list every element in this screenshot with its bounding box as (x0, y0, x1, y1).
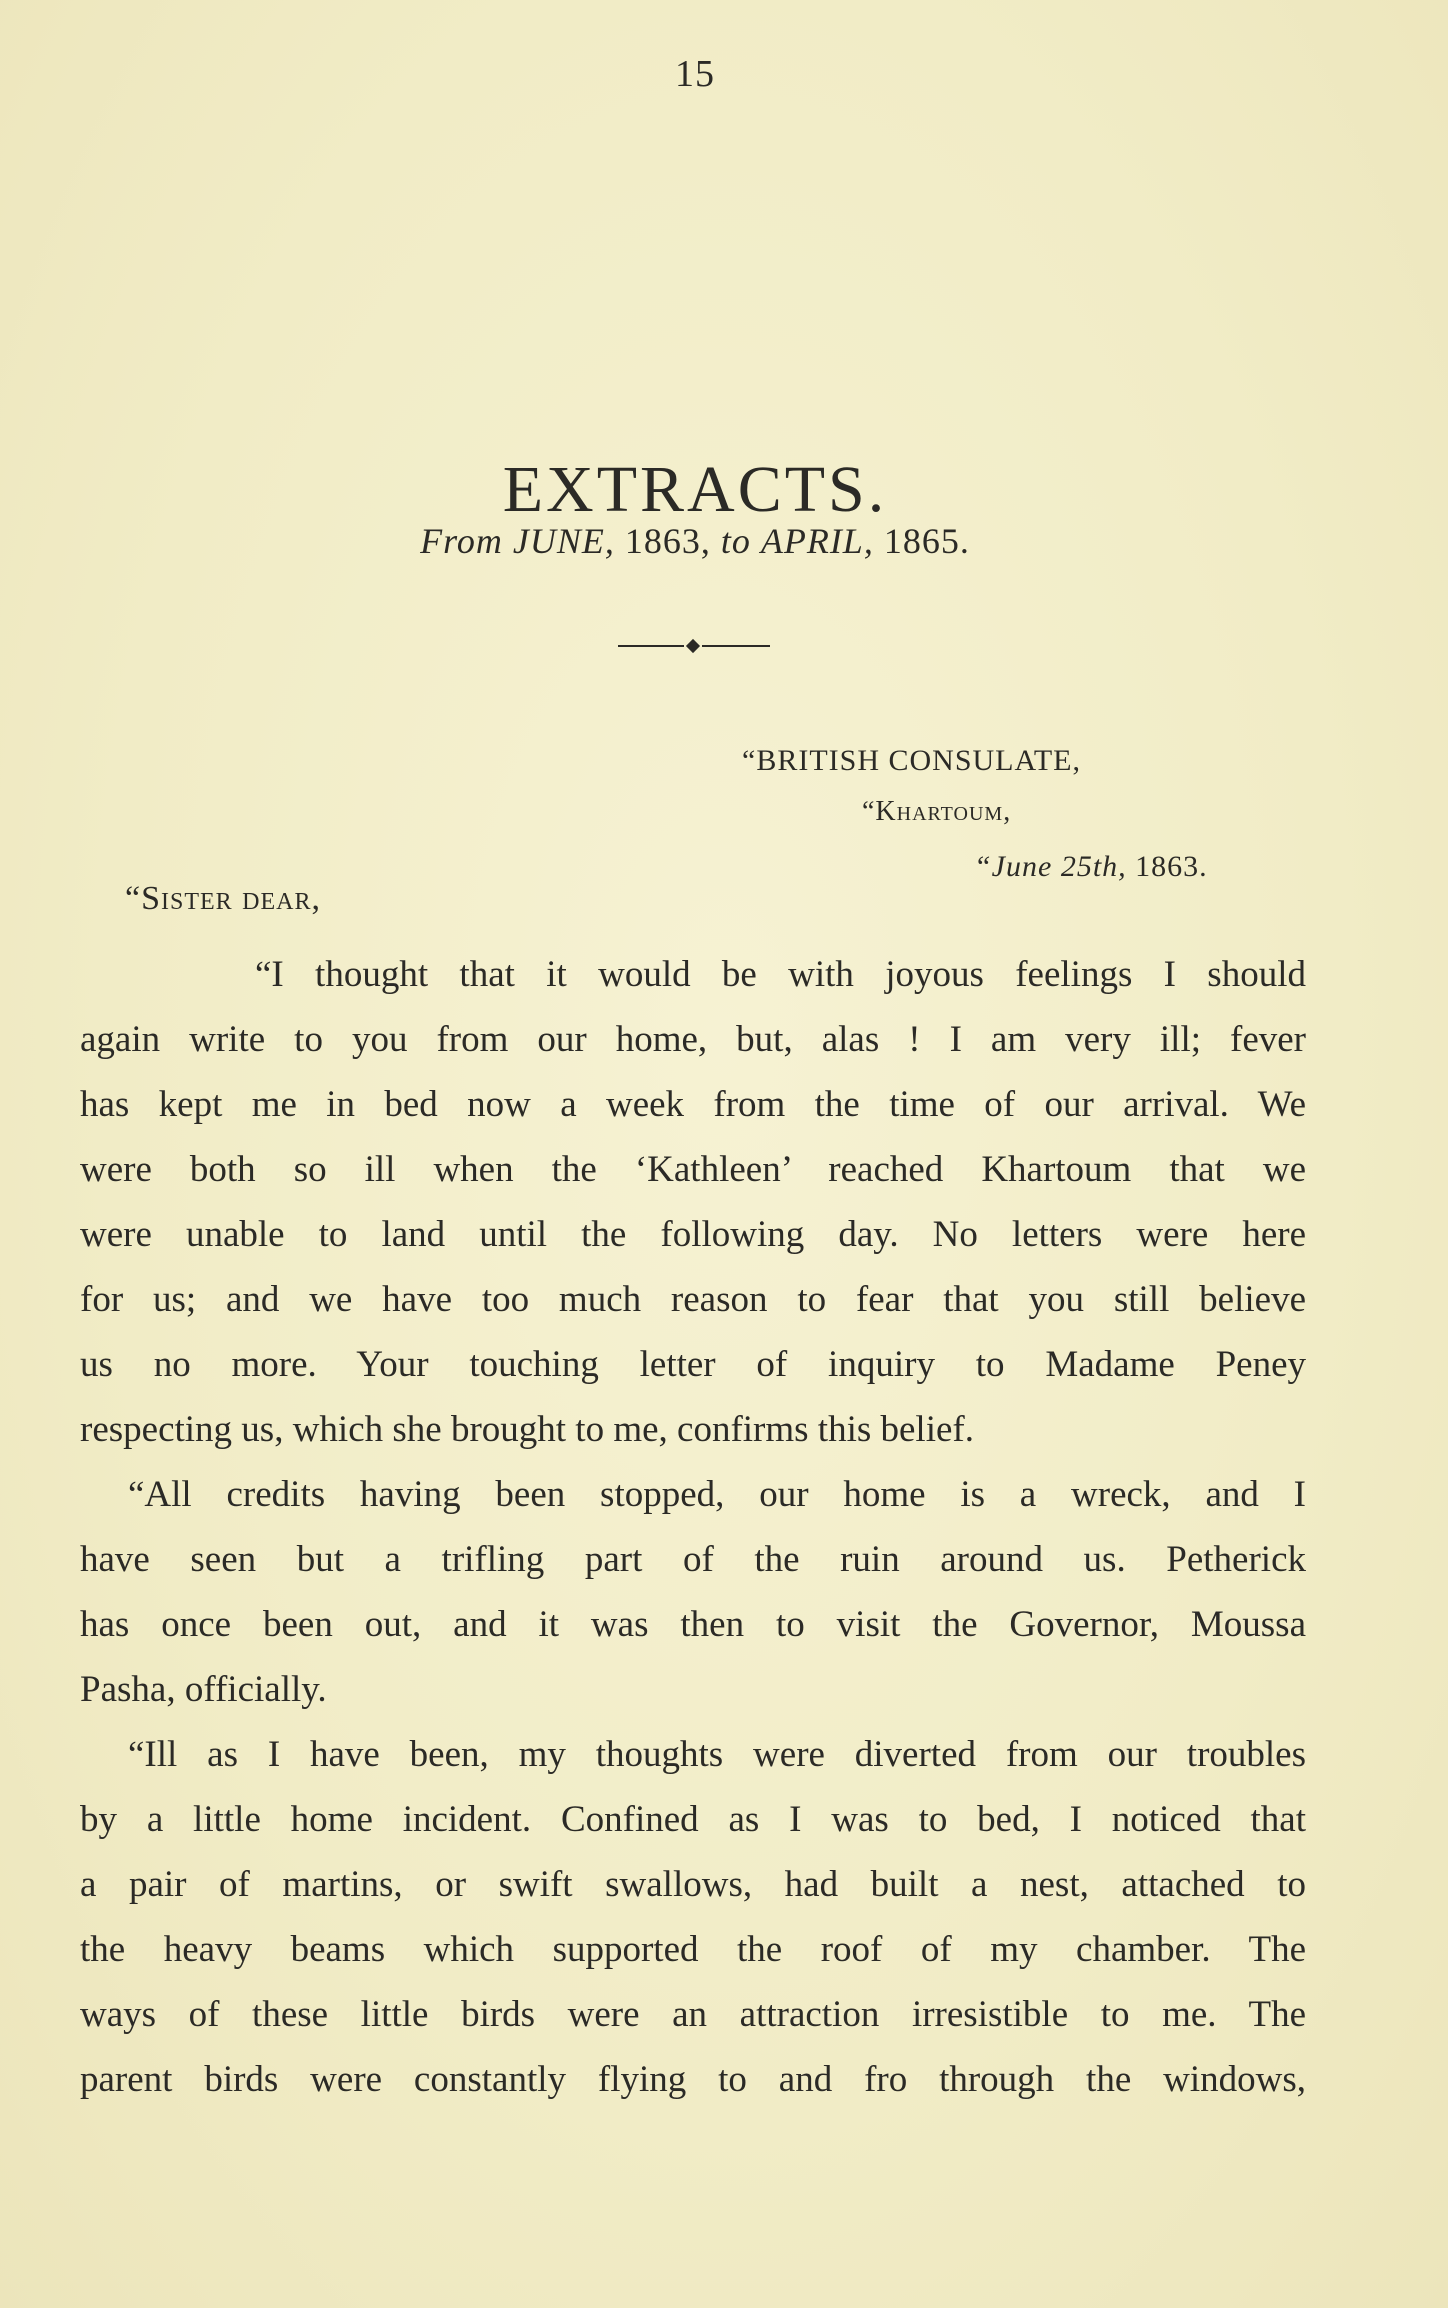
address-line-1: “BRITISH CONSULATE, (742, 744, 1081, 777)
text-line: us no more. Your touching letter of inquiry to Madame Peney (80, 1344, 1306, 1385)
text-line: by a little home incident. Confined as I was to bed, I noticed that (80, 1799, 1306, 1840)
text-line: “Ill as I have been, my thoughts were diverted from our troubles (128, 1734, 1306, 1775)
text-line: again write to you from our home, but, alas ! I am very ill; fever (80, 1019, 1306, 1060)
ornament-diamond-icon (686, 639, 700, 653)
chapter-subtitle (0, 520, 1390, 562)
subtitle-month-end: APRIL, (760, 521, 874, 561)
text-line: Pasha, officially. (80, 1669, 327, 1710)
page-number: 15 (675, 53, 715, 95)
letter-body (80, 942, 1306, 2112)
ornament-rule-right (702, 645, 770, 647)
salutation: “Sister dear, (125, 880, 321, 917)
subtitle-year-start: 1863, (624, 521, 711, 561)
address-line-2: “Khartoum, (862, 796, 1012, 827)
address-line-3 (974, 850, 1208, 884)
text-line: were unable to land until the following day. No letters were here (80, 1214, 1306, 1255)
text-line: parent birds were constantly flying to and fro through the windows, (80, 2059, 1306, 2100)
text-line: were both so ill when the ‘Kathleen’ reached Khartoum that we (80, 1149, 1306, 1190)
text-line: “All credits having been stopped, our home is a wreck, and I (128, 1474, 1306, 1515)
chapter-title: EXTRACTS. (502, 453, 888, 527)
text-line: “I thought that it would be with joyous feelings I should (255, 954, 1306, 995)
text-line: have seen but a trifling part of the ruin around us. Petherick (80, 1539, 1306, 1580)
letter-year: 1863. (1135, 850, 1208, 883)
letter-date: “June 25th, (974, 850, 1127, 883)
text-line: the heavy beams which supported the roof of my chamber. The (80, 1929, 1306, 1970)
text-line: a pair of martins, or swift swallows, had built a nest, attached to (80, 1864, 1306, 1905)
subtitle-to: to (720, 521, 751, 561)
ornament-rule-left (618, 645, 684, 647)
text-line: respecting us, which she brought to me, confirms this belief. (80, 1409, 974, 1450)
subtitle-year-end: 1865. (883, 521, 970, 561)
ornament-divider (618, 636, 770, 656)
text-line: ways of these little birds were an attraction irresistible to me. The (80, 1994, 1306, 2035)
text-line: for us; and we have too much reason to fear that you still believe (80, 1279, 1306, 1320)
subtitle-from: From (420, 521, 503, 561)
text-line: has kept me in bed now a week from the time of our arrival. We (80, 1084, 1306, 1125)
text-line: has once been out, and it was then to visit the Governor, Moussa (80, 1604, 1306, 1645)
subtitle-month-start: JUNE, (512, 521, 615, 561)
